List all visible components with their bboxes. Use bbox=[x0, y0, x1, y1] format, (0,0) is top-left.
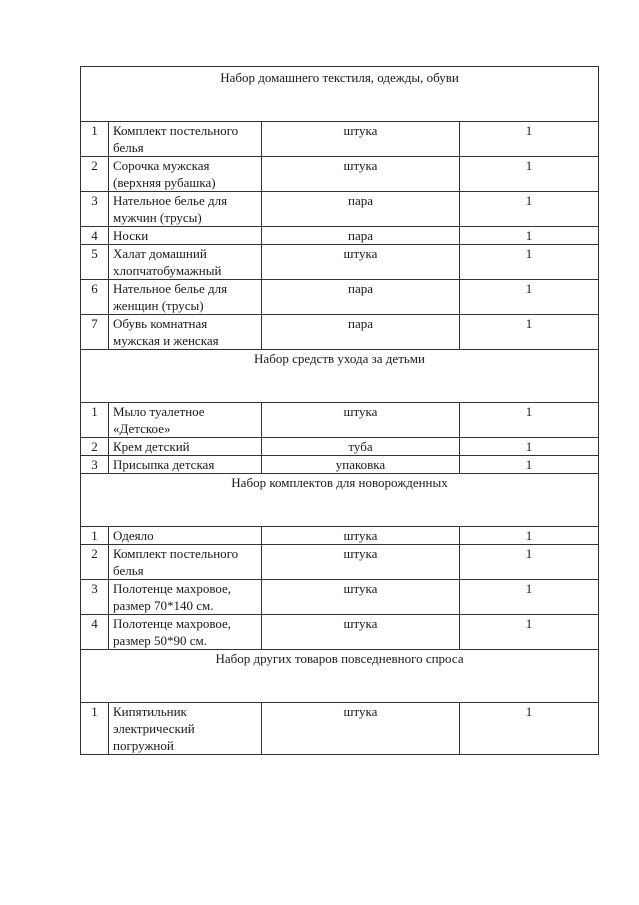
table-row bbox=[81, 245, 599, 280]
row-number: 4 bbox=[81, 227, 109, 245]
item-unit: пара bbox=[262, 315, 460, 350]
table-row bbox=[81, 615, 599, 650]
section-title: Набор других товаров повседневного спроса bbox=[81, 650, 599, 703]
row-number: 6 bbox=[81, 280, 109, 315]
item-unit: пара bbox=[262, 280, 460, 315]
row-number: 2 bbox=[81, 545, 109, 580]
item-name: Нательное белье для женщин (трусы) bbox=[109, 280, 262, 315]
item-quantity: 1 bbox=[460, 245, 599, 280]
item-unit: штука bbox=[262, 580, 460, 615]
row-number: 2 bbox=[81, 157, 109, 192]
row-number: 1 bbox=[81, 527, 109, 545]
table-row bbox=[81, 122, 599, 157]
row-number: 1 bbox=[81, 403, 109, 438]
item-unit: штука bbox=[262, 615, 460, 650]
item-quantity: 1 bbox=[460, 615, 599, 650]
item-unit: штука bbox=[262, 403, 460, 438]
item-unit: штука bbox=[262, 545, 460, 580]
item-name: Комплект постельного белья bbox=[109, 122, 262, 157]
item-name: Одеяло bbox=[109, 527, 262, 545]
item-name: Нательное белье для мужчин (трусы) bbox=[109, 192, 262, 227]
section-title: Набор домашнего текстиля, одежды, обуви bbox=[81, 67, 599, 122]
item-quantity: 1 bbox=[460, 438, 599, 456]
section-title: Набор средств ухода за детьми bbox=[81, 350, 599, 403]
item-name: Присыпка детская bbox=[109, 456, 262, 474]
row-number: 1 bbox=[81, 703, 109, 755]
row-number: 4 bbox=[81, 615, 109, 650]
item-quantity: 1 bbox=[460, 545, 599, 580]
row-number: 3 bbox=[81, 580, 109, 615]
table-row bbox=[81, 456, 599, 474]
table-row bbox=[81, 438, 599, 456]
table-row bbox=[81, 192, 599, 227]
table-row bbox=[81, 227, 599, 245]
item-unit: туба bbox=[262, 438, 460, 456]
item-unit: штука bbox=[262, 157, 460, 192]
section-title: Набор комплектов для новорожденных bbox=[81, 474, 599, 527]
goods-table bbox=[80, 66, 599, 755]
section-header-row bbox=[81, 474, 599, 527]
item-quantity: 1 bbox=[460, 157, 599, 192]
item-quantity: 1 bbox=[460, 703, 599, 755]
item-quantity: 1 bbox=[460, 192, 599, 227]
row-number: 5 bbox=[81, 245, 109, 280]
table-row bbox=[81, 580, 599, 615]
section-header-row bbox=[81, 350, 599, 403]
item-name: Полотенце махровое, размер 50*90 см. bbox=[109, 615, 262, 650]
item-unit: пара bbox=[262, 227, 460, 245]
item-unit: пара bbox=[262, 192, 460, 227]
row-number: 3 bbox=[81, 456, 109, 474]
item-quantity: 1 bbox=[460, 403, 599, 438]
item-unit: штука bbox=[262, 245, 460, 280]
item-unit: штука bbox=[262, 122, 460, 157]
item-unit: штука bbox=[262, 703, 460, 755]
table-row bbox=[81, 403, 599, 438]
item-name: Сорочка мужская (верхняя рубашка) bbox=[109, 157, 262, 192]
item-quantity: 1 bbox=[460, 315, 599, 350]
item-quantity: 1 bbox=[460, 580, 599, 615]
item-quantity: 1 bbox=[460, 456, 599, 474]
item-name: Полотенце махровое, размер 70*140 см. bbox=[109, 580, 262, 615]
table-row bbox=[81, 315, 599, 350]
item-name: Комплект постельного белья bbox=[109, 545, 262, 580]
item-name: Носки bbox=[109, 227, 262, 245]
item-name: Крем детский bbox=[109, 438, 262, 456]
table-row bbox=[81, 703, 599, 755]
item-unit: упаковка bbox=[262, 456, 460, 474]
item-quantity: 1 bbox=[460, 280, 599, 315]
item-name: Обувь комнатная мужская и женская bbox=[109, 315, 262, 350]
item-name: Кипятильник электрический погружной bbox=[109, 703, 262, 755]
section-header-row bbox=[81, 650, 599, 703]
item-quantity: 1 bbox=[460, 227, 599, 245]
table-row bbox=[81, 280, 599, 315]
table-row bbox=[81, 527, 599, 545]
table-row bbox=[81, 157, 599, 192]
item-name: Халат домашний хлопчатобумажный bbox=[109, 245, 262, 280]
row-number: 1 bbox=[81, 122, 109, 157]
table-row bbox=[81, 545, 599, 580]
section-header-row bbox=[81, 67, 599, 122]
item-name: Мыло туалетное «Детское» bbox=[109, 403, 262, 438]
item-quantity: 1 bbox=[460, 122, 599, 157]
row-number: 7 bbox=[81, 315, 109, 350]
row-number: 2 bbox=[81, 438, 109, 456]
item-quantity: 1 bbox=[460, 527, 599, 545]
item-unit: штука bbox=[262, 527, 460, 545]
row-number: 3 bbox=[81, 192, 109, 227]
